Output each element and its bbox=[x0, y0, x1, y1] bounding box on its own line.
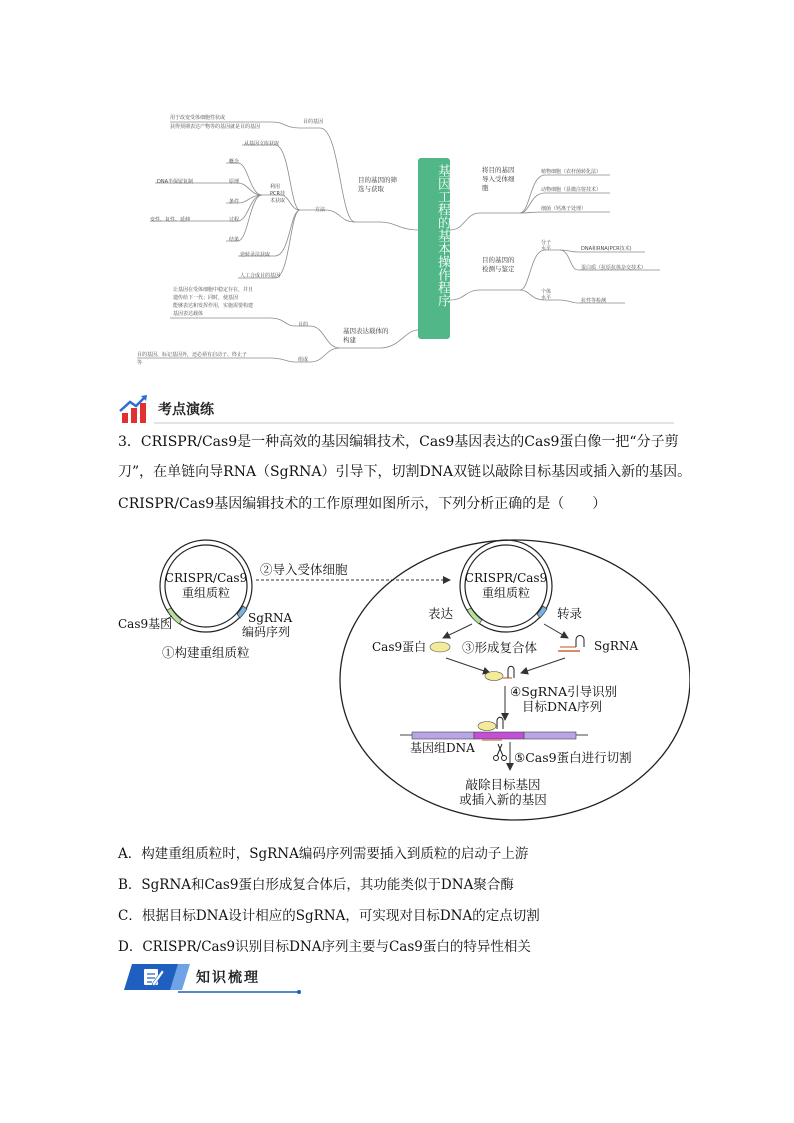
transcribe-label: 转录 bbox=[557, 606, 583, 621]
sgrna-seq-label-2: 编码序列 bbox=[242, 625, 291, 639]
step2-label: ②导入受体细胞 bbox=[260, 562, 348, 577]
pcr-principle-desc: DNA半保留复制 bbox=[157, 179, 194, 185]
pcr-result: 结果 bbox=[229, 237, 240, 243]
vector-purpose-desc-1: 让基因在受体细胞中稳定存在，并且 bbox=[173, 287, 254, 293]
cas9-protein-shape bbox=[430, 642, 450, 652]
option-d: D．CRISPR/Cas9识别目标DNA序列主要与Cas9蛋白的特异性相关 bbox=[118, 939, 531, 955]
pcr-principle: 原理 bbox=[229, 179, 240, 185]
vector-compose-desc-2: 等 bbox=[137, 360, 143, 366]
vector-purpose-desc-3: 能够表达和发挥作用，实施需要构建 bbox=[173, 303, 254, 309]
branch-vector: 基因表达载体的构建 bbox=[343, 327, 389, 344]
branch-intro: 将目的基因导入受体细胞 bbox=[482, 166, 515, 192]
option-b: B．SgRNA和Cas9蛋白形成复合体后，其功能类似于DNA聚合酶 bbox=[118, 877, 514, 893]
branch-target-gene: 目的基因的筛选与获取 bbox=[358, 176, 397, 193]
option-c: C．根据目标DNA设计相应的SgRNA，可实现对目标DNA的定点切割 bbox=[118, 908, 540, 924]
genome-dna-shape bbox=[400, 717, 588, 740]
step4-label-1: ④SgRNA引导识别 bbox=[510, 684, 618, 699]
intro-animal: 动物细胞（显微注射技术） bbox=[541, 187, 602, 193]
result-label-2: 或插入新的基因 bbox=[459, 792, 547, 807]
goal-gene-label: 目的基因 bbox=[303, 119, 324, 125]
branch-detect: 目的基因的检测与鉴定 bbox=[482, 256, 515, 273]
mind-map-center-label: 基因工程的基本操作程序 bbox=[435, 164, 450, 307]
question-line-3: CRISPR/Cas9基因编辑技术的工作原理如图所示，下列分析正确的是（ ） bbox=[118, 496, 607, 512]
scissors-icon bbox=[494, 744, 507, 761]
sgrna-segment bbox=[237, 606, 247, 618]
goal-gene-desc-1: 用于改变受体细胞性状或 bbox=[170, 115, 226, 121]
vector-compose-label: 组成 bbox=[298, 357, 309, 363]
vector-compose-desc-1: 目的基因、标记基因外，还必须有启动子、终止子 bbox=[137, 352, 248, 358]
pcr-label: 利用PCR技术获取 bbox=[270, 184, 286, 204]
goal-gene-desc-2: 获得预期表达产物等的基因就是目的基因 bbox=[170, 124, 261, 130]
sgrna-shape bbox=[558, 636, 584, 652]
option-a: A．构建重组质粒时，SgRNA编码序列需要插入到质粒的启动子上游 bbox=[118, 846, 529, 862]
step3-label: ③形成复合体 bbox=[462, 640, 538, 655]
complex-shape bbox=[485, 666, 514, 680]
plasmid-right-label-2: 重组质粒 bbox=[481, 586, 531, 600]
intro-plant: 植物细胞（农杆菌转化法） bbox=[541, 169, 602, 175]
plasmid-right-label-1: CRISPR/Cas9 bbox=[464, 571, 548, 585]
pcr-concept: 概念 bbox=[229, 159, 240, 165]
vector-purpose-desc-2: 遗传给下一代；同时，使基因 bbox=[173, 295, 239, 301]
method-label: 方法 bbox=[315, 207, 326, 213]
plasmid-left-label-2: 重组质粒 bbox=[181, 586, 231, 600]
mind-map-center bbox=[418, 158, 450, 339]
intro-microbe: 细菌（钙离子处理） bbox=[541, 206, 587, 212]
artificial-synthesis: 人工合成目的基因 bbox=[240, 273, 281, 279]
sgrna-label: SgRNA bbox=[594, 639, 639, 653]
question-line-1: 3．CRISPR/Cas9是一种高效的基因编辑技术，Cas9基因表达的Cas9蛋白像一把“分子剪 bbox=[118, 434, 679, 450]
practice-section-header bbox=[118, 393, 678, 425]
question-line-2: 刀”，在单链向导RNA（SgRNA）引导下，切割DNA双链以敲除目标基因或插入新的基因。 bbox=[118, 464, 692, 480]
practice-section-title: 考点演练 bbox=[158, 402, 214, 418]
knowledge-section-header bbox=[118, 960, 308, 996]
cas9-gene-label: Cas9基因 bbox=[118, 617, 173, 631]
detect-dna-rna: DNA和RNA(PCR技术) bbox=[581, 246, 632, 252]
genome-dna-label: 基因组DNA bbox=[410, 741, 475, 755]
detect-trait: 抗性等检测 bbox=[581, 298, 607, 304]
vector-purpose-desc-4: 基因表达载体 bbox=[173, 311, 204, 317]
pcr-process-desc: 变性、复性、延伸 bbox=[150, 217, 191, 223]
step5-label: ⑤Cas9蛋白进行切割 bbox=[514, 750, 632, 765]
pcr-process: 过程 bbox=[229, 217, 240, 223]
pcr-conditions: 条件 bbox=[229, 199, 240, 205]
detect-protein: 蛋白质（抗原抗体杂交技术） bbox=[581, 265, 647, 271]
express-label: 表达 bbox=[428, 606, 454, 621]
plasmid-left-label-1: CRISPR/Cas9 bbox=[164, 571, 248, 585]
from-library: 从基因文库获取 bbox=[244, 141, 280, 147]
synthesis-method: 逆转录法获取 bbox=[240, 252, 271, 258]
result-label-1: 敲除目标基因 bbox=[465, 777, 541, 792]
vector-purpose-label: 目的 bbox=[298, 322, 309, 328]
detect-molecular: 分子水平 bbox=[541, 240, 552, 252]
detect-individual: 个体水平 bbox=[541, 289, 552, 301]
knowledge-section-title: 知识梳理 bbox=[196, 970, 260, 986]
step4-label-2: 目标DNA序列 bbox=[522, 699, 602, 714]
step1-label: ①构建重组质粒 bbox=[162, 645, 250, 660]
cas9-protein-label: Cas9蛋白 bbox=[372, 640, 427, 654]
sgrna-seq-label-1: SgRNA bbox=[248, 611, 293, 625]
crispr-diagram bbox=[110, 530, 690, 830]
